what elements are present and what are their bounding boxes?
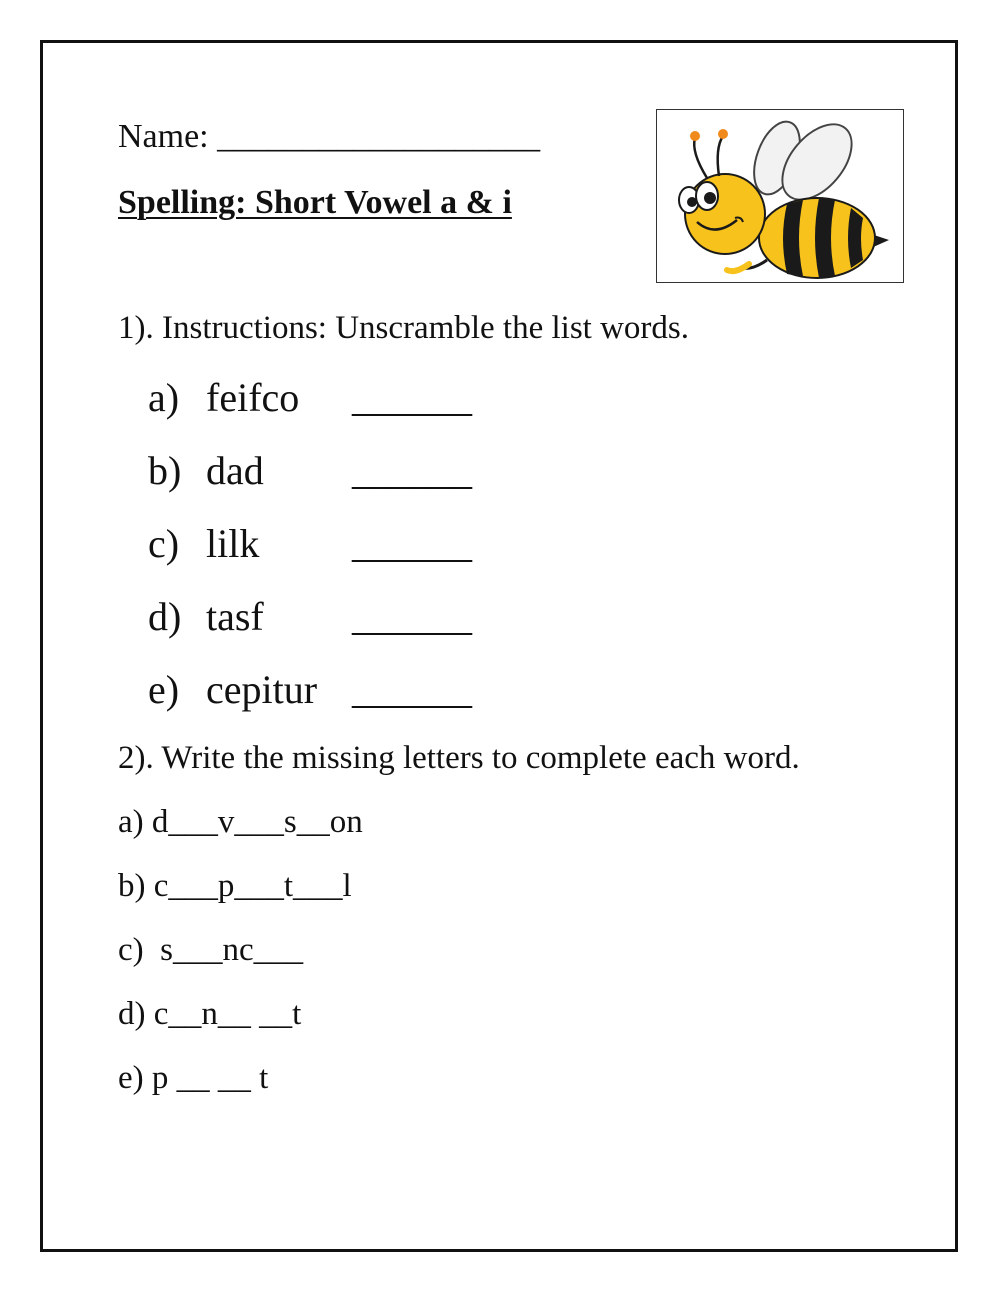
worksheet-title: Spelling: Short Vowel a & i	[118, 184, 512, 221]
answer-blank[interactable]: ______	[352, 448, 472, 493]
scrambled-word: dad	[206, 448, 264, 493]
item-label: d)	[148, 594, 182, 639]
answer-blank[interactable]: ______	[352, 375, 472, 420]
item-label: c)	[148, 521, 180, 566]
unscramble-item-c	[148, 520, 508, 570]
answer-blank[interactable]: ______	[352, 667, 472, 712]
bee-icon	[657, 110, 902, 281]
scrambled-word: tasf	[206, 594, 264, 639]
unscramble-item-d	[148, 593, 508, 643]
unscramble-item-b	[148, 447, 508, 497]
missing-letters-item-d[interactable]: d) c__n__ __t	[118, 996, 302, 1032]
name-field[interactable]: Name: ___________________	[118, 118, 541, 155]
item-label: a)	[148, 375, 180, 420]
answer-blank[interactable]: ______	[352, 521, 472, 566]
scrambled-word: feifco	[206, 375, 300, 420]
scrambled-word: cepitur	[206, 667, 318, 712]
missing-letters-item-c[interactable]: c) s___nc___	[118, 932, 304, 968]
unscramble-item-e	[148, 666, 508, 716]
section1-instruction: 1). Instructions: Unscramble the list words.	[118, 310, 689, 346]
item-label: e)	[148, 667, 180, 712]
missing-letters-item-a[interactable]: a) d___v___s__on	[118, 804, 363, 840]
section2-instruction: 2). Write the missing letters to complete each word.	[118, 740, 800, 776]
unscramble-item-a	[148, 374, 508, 424]
item-label: b)	[148, 448, 182, 493]
answer-blank[interactable]: ______	[352, 594, 472, 639]
bee-illustration	[656, 109, 904, 283]
missing-letters-item-b[interactable]: b) c___p___t___l	[118, 868, 352, 904]
missing-letters-item-e[interactable]: e) p __ __ t	[118, 1060, 269, 1096]
scrambled-word: lilk	[206, 521, 260, 566]
